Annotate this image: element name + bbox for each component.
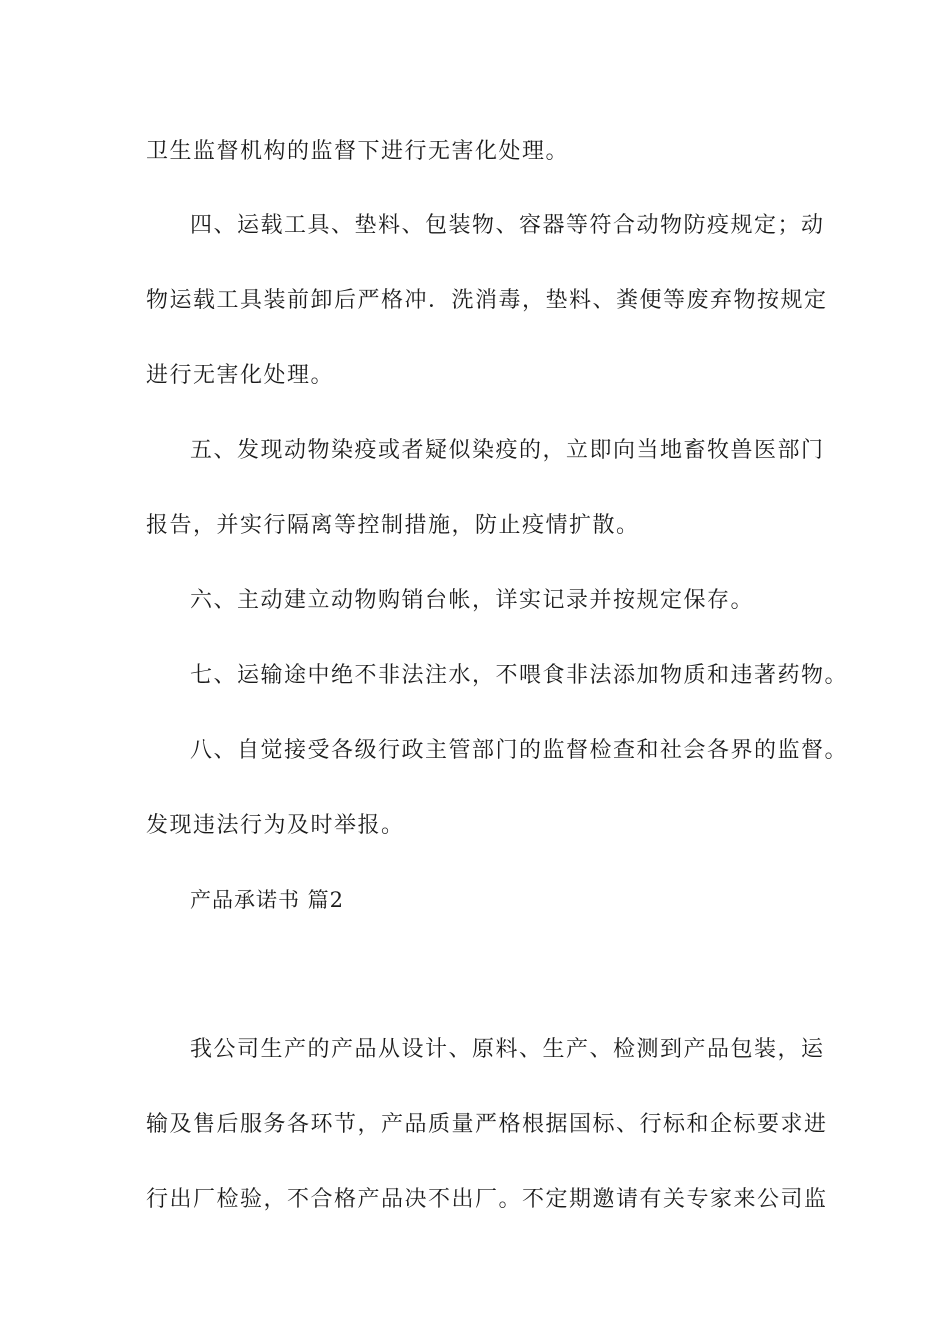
paragraph-line: 行出厂检验，不合格产品决不出厂。不定期邀请有关专家来公司监 <box>146 1187 828 1212</box>
paragraph-line: 输及售后服务各环节，产品质量严格根据国标、行标和企标要求进 <box>146 1112 828 1137</box>
paragraph-line: 卫生监督机构的监督下进行无害化处理。 <box>146 139 570 164</box>
paragraph-line: 四、运载工具、垫料、包装物、容器等符合动物防疫规定；动 <box>190 213 825 238</box>
paragraph-line: 八、自觉接受各级行政主管部门的监督检查和社会各界的监督。 <box>190 738 849 763</box>
paragraph-line: 进行无害化处理。 <box>146 363 335 388</box>
paragraph-line: 报告，并实行隔离等控制措施，防止疫情扩散。 <box>146 513 640 538</box>
section-heading: 产品承诺书 篇2 <box>190 888 345 912</box>
paragraph-line: 五、发现动物染疫或者疑似染疫的，立即向当地畜牧兽医部门 <box>190 438 825 463</box>
paragraph-line: 发现违法行为及时举报。 <box>146 813 405 838</box>
paragraph-line: 七、运输途中绝不非法注水，不喂食非法添加物质和违著药物。 <box>190 663 849 688</box>
paragraph-line: 我公司生产的产品从设计、原料、生产、检测到产品包装，运 <box>190 1037 825 1062</box>
paragraph-line: 六、主动建立动物购销台帐，详实记录并按规定保存。 <box>190 588 755 613</box>
paragraph-line: 物运载工具装前卸后严格冲．洗消毒，垫料、粪便等废弃物按规定 <box>146 288 828 313</box>
